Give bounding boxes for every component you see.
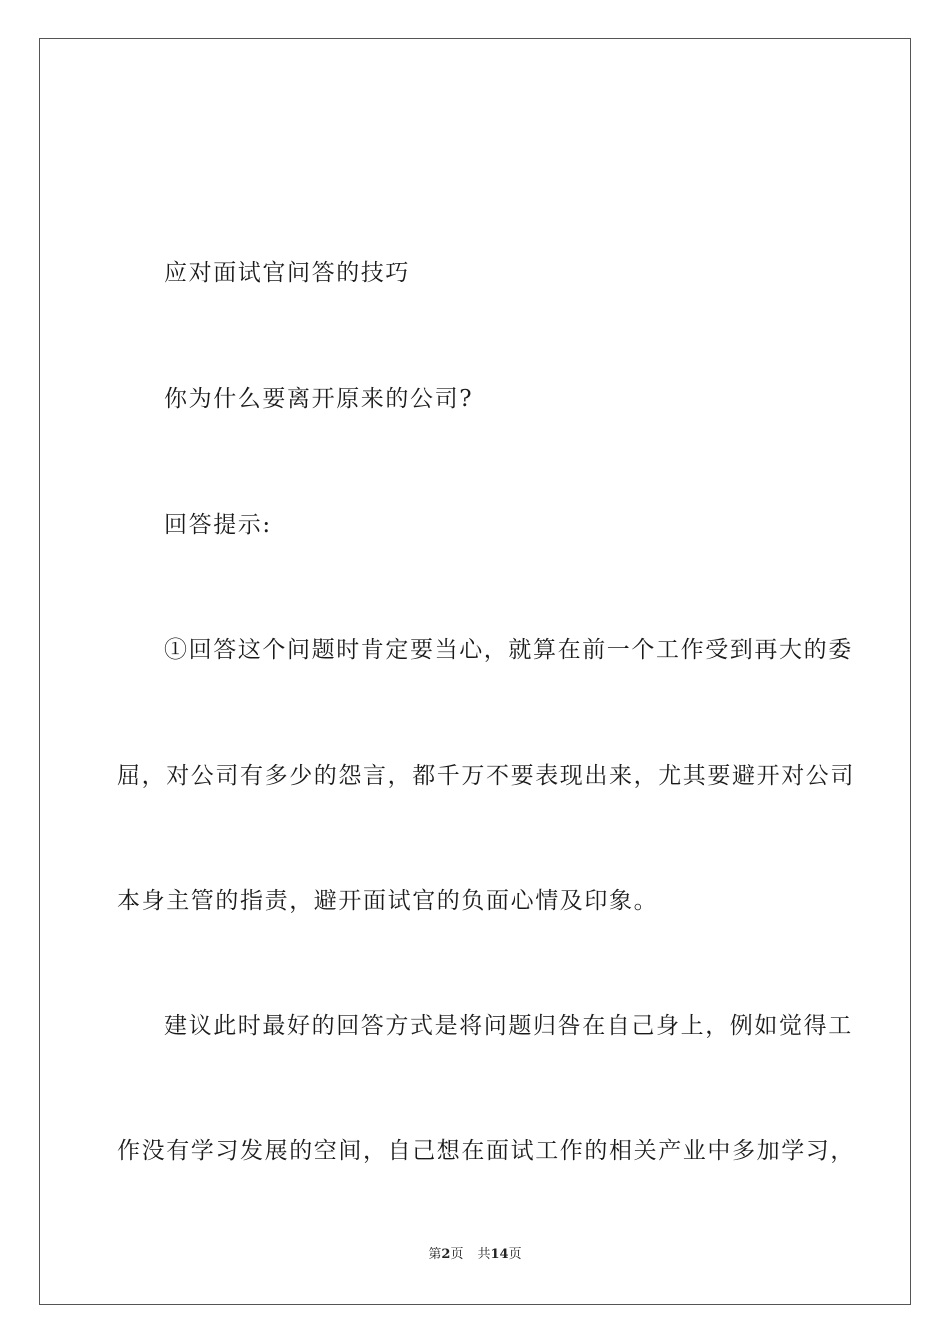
page-number: 2 <box>441 1247 451 1262</box>
question-text: 你为什么要离开原来的公司? <box>164 386 474 412</box>
page-suffix: 页 <box>450 1247 464 1262</box>
paragraph-2-line-1: 建议此时最好的回答方式是将问题归咎在自己身上，例如觉得工 <box>164 1013 853 1039</box>
paragraph-2-line-2: 作没有学习发展的空间，自己想在面试工作的相关产业中多加学习， <box>117 1138 855 1164</box>
page-border <box>39 38 911 1305</box>
hint-label: 回答提示: <box>164 512 272 538</box>
paragraph-1-line-3: 本身主管的指责，避开面试官的负面心情及印象。 <box>117 888 659 914</box>
paragraph-1-line-2: 屈，对公司有多少的怨言，都千万不要表现出来，尤其要避开对公司 <box>117 763 855 789</box>
page-footer <box>0 1246 950 1264</box>
page-prefix: 第 <box>428 1247 442 1262</box>
total-prefix: 共 <box>477 1247 491 1262</box>
document-title: 应对面试官问答的技巧 <box>164 260 410 286</box>
total-pages: 14 <box>490 1247 509 1262</box>
paragraph-1-line-1: ①回答这个问题时肯定要当心，就算在前一个工作受到再大的委 <box>164 637 853 663</box>
total-suffix: 页 <box>508 1247 522 1262</box>
